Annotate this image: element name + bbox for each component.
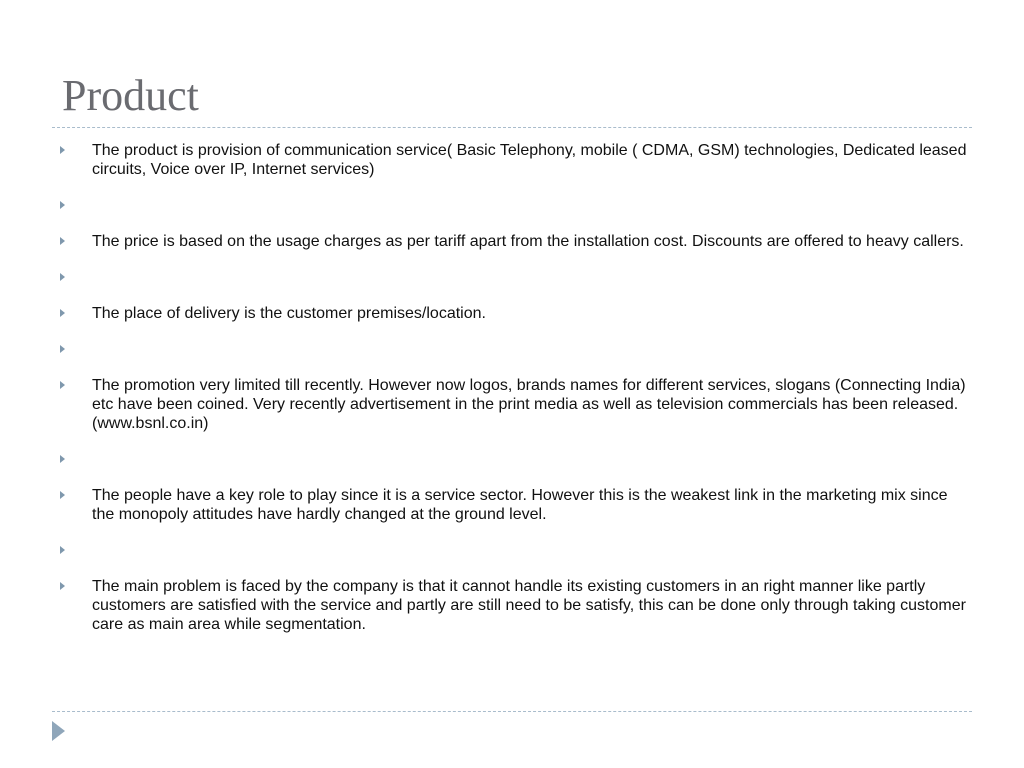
title-divider — [52, 127, 972, 128]
bullet-item-empty — [60, 450, 970, 469]
bullet-item-empty — [60, 268, 970, 287]
bullet-item — [60, 486, 970, 524]
bullet-list — [60, 141, 970, 651]
triangle-bullet-icon — [60, 582, 65, 590]
bullet-item — [60, 141, 970, 179]
triangle-bullet-icon — [60, 491, 65, 499]
bullet-item-empty — [60, 340, 970, 359]
slide-title: Product — [62, 71, 199, 120]
bullet-item — [60, 304, 970, 323]
bullet-item-empty — [60, 196, 970, 215]
bullet-text: The price is based on the usage charges as per tariff apart from the installation cost. Discounts are offered to heavy callers. — [92, 233, 964, 250]
triangle-bullet-icon — [60, 455, 65, 463]
bullet-item-empty — [60, 541, 970, 560]
bullet-item — [60, 577, 970, 634]
bullet-text: The main problem is faced by the company is that it cannot handle its existing customers in an right manner like partly customers are satisfied with the service and partly are still need to be satisfy, this can be done only through taking customer care as main area while segmentation. — [92, 578, 966, 633]
bullet-text: The promotion very limited till recently. However now logos, brands names for different services, slogans (Connecting India) etc have been coined. Very recently advertisement in the print media as well as television commercials has been released. (www.bsnl.co.in) — [92, 377, 966, 432]
triangle-bullet-icon — [60, 201, 65, 209]
bullet-text: The product is provision of communication service( Basic Telephony, mobile ( CDMA, GSM) technologies, Dedicated leased circuits, Voice over IP, Internet services) — [92, 142, 967, 178]
triangle-bullet-icon — [60, 309, 65, 317]
next-slide-arrow-icon[interactable] — [52, 721, 65, 741]
bullet-text: The place of delivery is the customer premises/location. — [92, 305, 486, 322]
triangle-bullet-icon — [60, 345, 65, 353]
footer-divider — [52, 711, 972, 712]
triangle-bullet-icon — [60, 237, 65, 245]
triangle-bullet-icon — [60, 146, 65, 154]
triangle-bullet-icon — [60, 546, 65, 554]
triangle-bullet-icon — [60, 273, 65, 281]
bullet-item — [60, 376, 970, 433]
bullet-text: The people have a key role to play since it is a service sector. However this is the weakest link in the marketing mix since the monopoly attitudes have hardly changed at the ground level. — [92, 487, 948, 523]
bullet-item — [60, 232, 970, 251]
triangle-bullet-icon — [60, 381, 65, 389]
